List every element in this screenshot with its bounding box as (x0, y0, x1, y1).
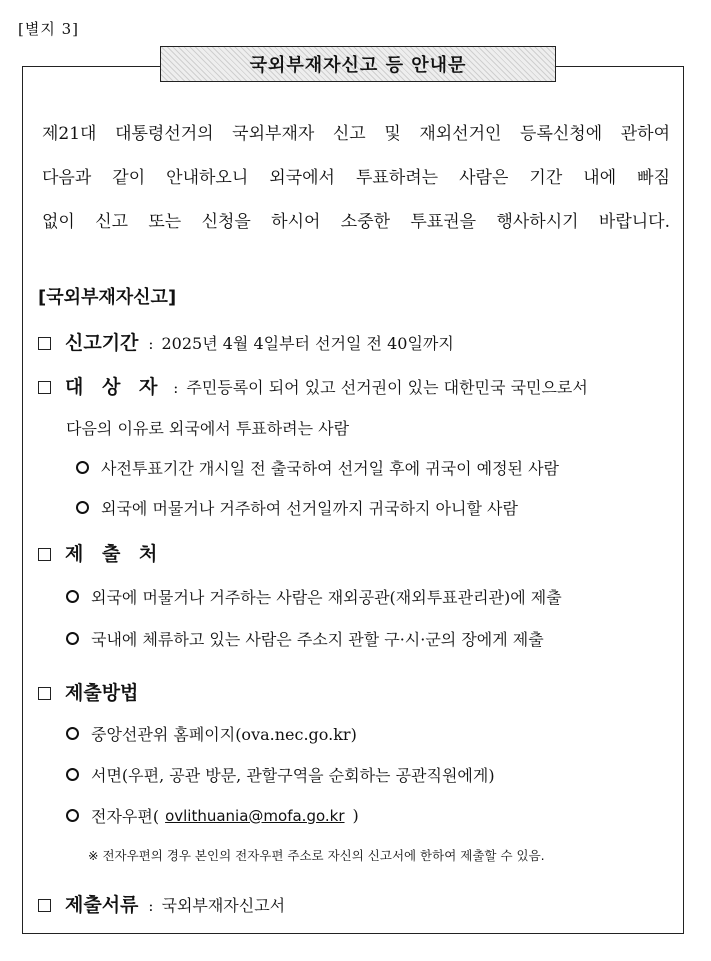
eligibility-separator: : (173, 379, 179, 397)
eligibility-value-continued: 다음의 이유로 외국에서 투표하려는 사람 (66, 419, 350, 438)
title-box (160, 46, 556, 82)
documents-row (38, 890, 285, 917)
period-separator: : (148, 335, 154, 353)
checkbox-square-icon (38, 337, 51, 350)
list-item (66, 722, 357, 745)
period-label: 신고기간 (65, 332, 139, 354)
submit-to-bullet-1: 외국에 머물거나 거주하는 사람은 재외공관(재외투표관리관)에 제출 (91, 588, 562, 607)
list-item (66, 585, 562, 608)
circle-bullet-icon (66, 768, 79, 781)
documents-value: 국외부재자신고서 (161, 896, 286, 915)
attachment-label: [별지 3] (18, 20, 79, 38)
circle-bullet-icon (66, 727, 79, 740)
checkbox-square-icon (38, 381, 51, 394)
list-item (76, 456, 559, 479)
intro-line-3: 없이 신고 또는 신청을 하시어 소중한 투표권을 행사하시기 바랍니다. (42, 212, 670, 232)
section-heading: [국외부재자신고] (38, 287, 177, 308)
list-item (66, 804, 359, 827)
eligibility-label: 대 상 자 (65, 376, 164, 398)
submit-to-label: 제 출 처 (65, 543, 164, 565)
circle-bullet-icon (66, 632, 79, 645)
eligibility-value: 주민등록이 되어 있고 선거권이 있는 대한민국 국민으로서 (186, 378, 588, 397)
page-title: 국외부재자신고 등 안내문 (249, 55, 467, 76)
checkbox-square-icon (38, 687, 51, 700)
email-note: ※ 전자우편의 경우 본인의 전자우편 주소로 자신의 신고서에 한하여 제출할 수 있음. (88, 848, 545, 863)
method-bullet-3-suffix: ) (352, 806, 359, 825)
method-label: 제출방법 (65, 682, 139, 704)
eligibility-bullet-1: 사전투표기간 개시일 전 출국하여 선거일 후에 귀국이 예정된 사람 (101, 459, 560, 478)
period-value: 2025년 4월 4일부터 선거일 전 40일까지 (161, 334, 454, 353)
eligibility-row (38, 372, 588, 399)
list-item (66, 763, 495, 786)
submit-to-bullet-2: 국내에 체류하고 있는 사람은 주소지 관할 구·시·군의 장에게 제출 (91, 630, 544, 649)
method-row (38, 678, 144, 705)
intro-paragraph (42, 112, 670, 244)
email-link[interactable]: ovlithuania@mofa.go.kr (165, 806, 345, 825)
method-bullet-1: 중앙선관위 홈페이지(ova.nec.go.kr) (91, 725, 357, 744)
period-row (38, 328, 454, 355)
circle-bullet-icon (76, 501, 89, 514)
eligibility-bullet-2: 외국에 머물거나 거주하여 선거일까지 귀국하지 아니할 사람 (101, 499, 518, 518)
intro-line-2: 다음과 같이 안내하오니 외국에서 투표하려는 사람은 기간 내에 빠짐 (42, 168, 670, 188)
method-bullet-2: 서면(우편, 공관 방문, 관할구역을 순회하는 공관직원에게) (91, 766, 495, 785)
documents-label: 제출서류 (65, 894, 139, 916)
list-item (66, 627, 544, 650)
circle-bullet-icon (66, 590, 79, 603)
circle-bullet-icon (76, 461, 89, 474)
documents-separator: : (148, 897, 154, 915)
checkbox-square-icon (38, 548, 51, 561)
list-item (76, 496, 518, 519)
method-bullet-3-prefix: 전자우편( (91, 807, 160, 826)
intro-line-1: 제21대 대통령선거의 국외부재자 신고 및 재외선거인 등록신청에 관하여 (42, 124, 670, 144)
submit-to-row (38, 539, 169, 566)
checkbox-square-icon (38, 899, 51, 912)
circle-bullet-icon (66, 809, 79, 822)
